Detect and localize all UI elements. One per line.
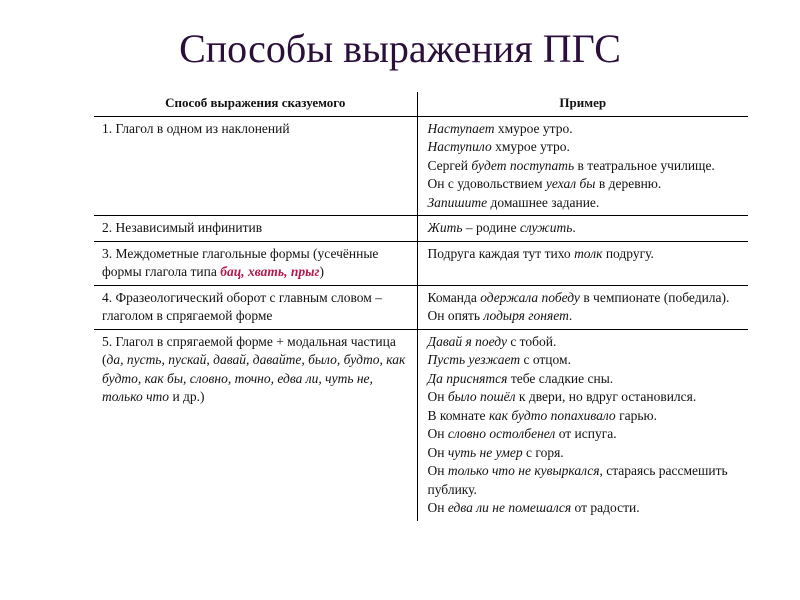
example-line [428, 194, 743, 213]
example-text: только что не кувыркался [447, 463, 600, 478]
example-text: уехал бы [545, 176, 596, 191]
example-text: от испуга. [555, 426, 617, 441]
example-text: , стараясь рассмешить публику. [427, 463, 728, 497]
example-line [428, 289, 743, 308]
example-text: к двери, но вдруг остановился. [515, 389, 697, 404]
example-text: с тобой. [506, 333, 557, 349]
example-text: от радости. [571, 500, 640, 515]
example-text: Он [427, 463, 448, 478]
example-line [428, 388, 743, 407]
example-text: было пошёл [447, 389, 516, 404]
example-cell [417, 116, 748, 216]
example-text: Он [427, 500, 448, 515]
example-text: Жить [427, 220, 463, 235]
example-cell [417, 216, 748, 242]
example-text: толк [574, 245, 603, 261]
example-text: Запишите [427, 194, 488, 210]
example-text: лодыря гоняет [483, 308, 569, 323]
example-text: Давай я поеду [427, 333, 507, 349]
example-text: с горя. [522, 444, 564, 460]
example-text: словно остолбенел [447, 426, 556, 441]
example-line [428, 157, 743, 176]
example-text: хмурое утро. [491, 139, 570, 154]
example-line [428, 219, 743, 238]
example-text: Он опять [427, 308, 484, 323]
example-line [428, 370, 743, 389]
example-text: хмурое утро. [494, 120, 573, 136]
example-text: . [568, 308, 573, 323]
example-line [428, 444, 743, 463]
method-text: ) [319, 264, 324, 279]
example-text: в театральное училище. [574, 157, 715, 173]
example-text: Он [427, 389, 448, 404]
example-text: Подруга каждая тут тихо [427, 245, 575, 261]
method-text: да, пусть, пускай, давай, давайте, было, будто, как будто, как бы, словно, точно, едва ли, чуть не, только что [102, 352, 406, 404]
example-line [428, 138, 743, 157]
example-line [428, 120, 743, 139]
example-cell [417, 285, 748, 329]
methods-table [94, 92, 748, 521]
method-text: 5. Глагол в спрягаемой форме + модальная частица ( [102, 333, 396, 367]
example-text: Наступило [427, 139, 492, 154]
example-line [428, 499, 743, 518]
example-text: одержала победу [480, 289, 580, 305]
example-line [428, 175, 743, 194]
table-row [94, 216, 748, 242]
method-text: и др.) [169, 389, 205, 404]
example-text: чуть не умер [447, 444, 523, 460]
example-text: Пусть уезжает [427, 352, 521, 367]
example-text: тебе сладкие сны. [507, 370, 614, 386]
example-line [428, 333, 743, 352]
example-text: Наступает [427, 120, 495, 136]
table-row [94, 285, 748, 329]
example-text: с отцом. [520, 352, 571, 367]
example-text: Он [427, 426, 448, 441]
example-text: как будто попахивало [488, 407, 616, 423]
example-line [428, 462, 743, 499]
example-cell [417, 329, 748, 521]
table-row [94, 329, 748, 521]
example-text: В комнате [427, 407, 489, 423]
example-text: Он с удовольствием [427, 176, 546, 191]
example-line [428, 245, 743, 264]
example-text: Команда [427, 289, 481, 305]
example-text: . [572, 220, 576, 235]
table-row [94, 116, 748, 216]
example-text: едва ли не помешался [447, 500, 572, 515]
method-cell: 1. Глагол в одном из наклонений [94, 116, 417, 216]
example-text: домашнее задание. [487, 194, 600, 210]
example-line [428, 407, 743, 426]
example-text: гарью. [615, 407, 657, 423]
table-row [94, 241, 748, 285]
method-cell: 2. Независимый инфинитив [94, 216, 417, 242]
example-text: Сергей [427, 157, 472, 173]
header-example: Пример [417, 92, 748, 116]
example-text: будет поступать [471, 157, 575, 173]
example-text: подругу. [602, 245, 654, 261]
method-text: бац, хвать, прыг [220, 264, 320, 279]
example-line [428, 351, 743, 370]
example-line [428, 307, 743, 326]
example-cell [417, 241, 748, 285]
method-cell [94, 329, 417, 521]
example-text: Да приснятся [427, 370, 508, 386]
header-method: Способ выражения сказуемого [94, 92, 417, 116]
example-text: в деревню. [595, 176, 662, 191]
slide-title: Способы выражения ПГС [179, 26, 621, 71]
example-text: в чемпионате (победила). [579, 289, 730, 305]
example-line [428, 425, 743, 444]
example-text: служить [519, 220, 573, 235]
method-cell: 4. Фразеологический оборот с главным словом – глаголом в спрягаемой форме [94, 285, 417, 329]
table-header-row [94, 92, 748, 116]
method-cell [94, 241, 417, 285]
example-text: – родине [462, 220, 520, 235]
example-text: Он [427, 444, 448, 460]
method-text: 3. Междометные глагольные формы (усечённые формы глагола типа [102, 245, 379, 279]
